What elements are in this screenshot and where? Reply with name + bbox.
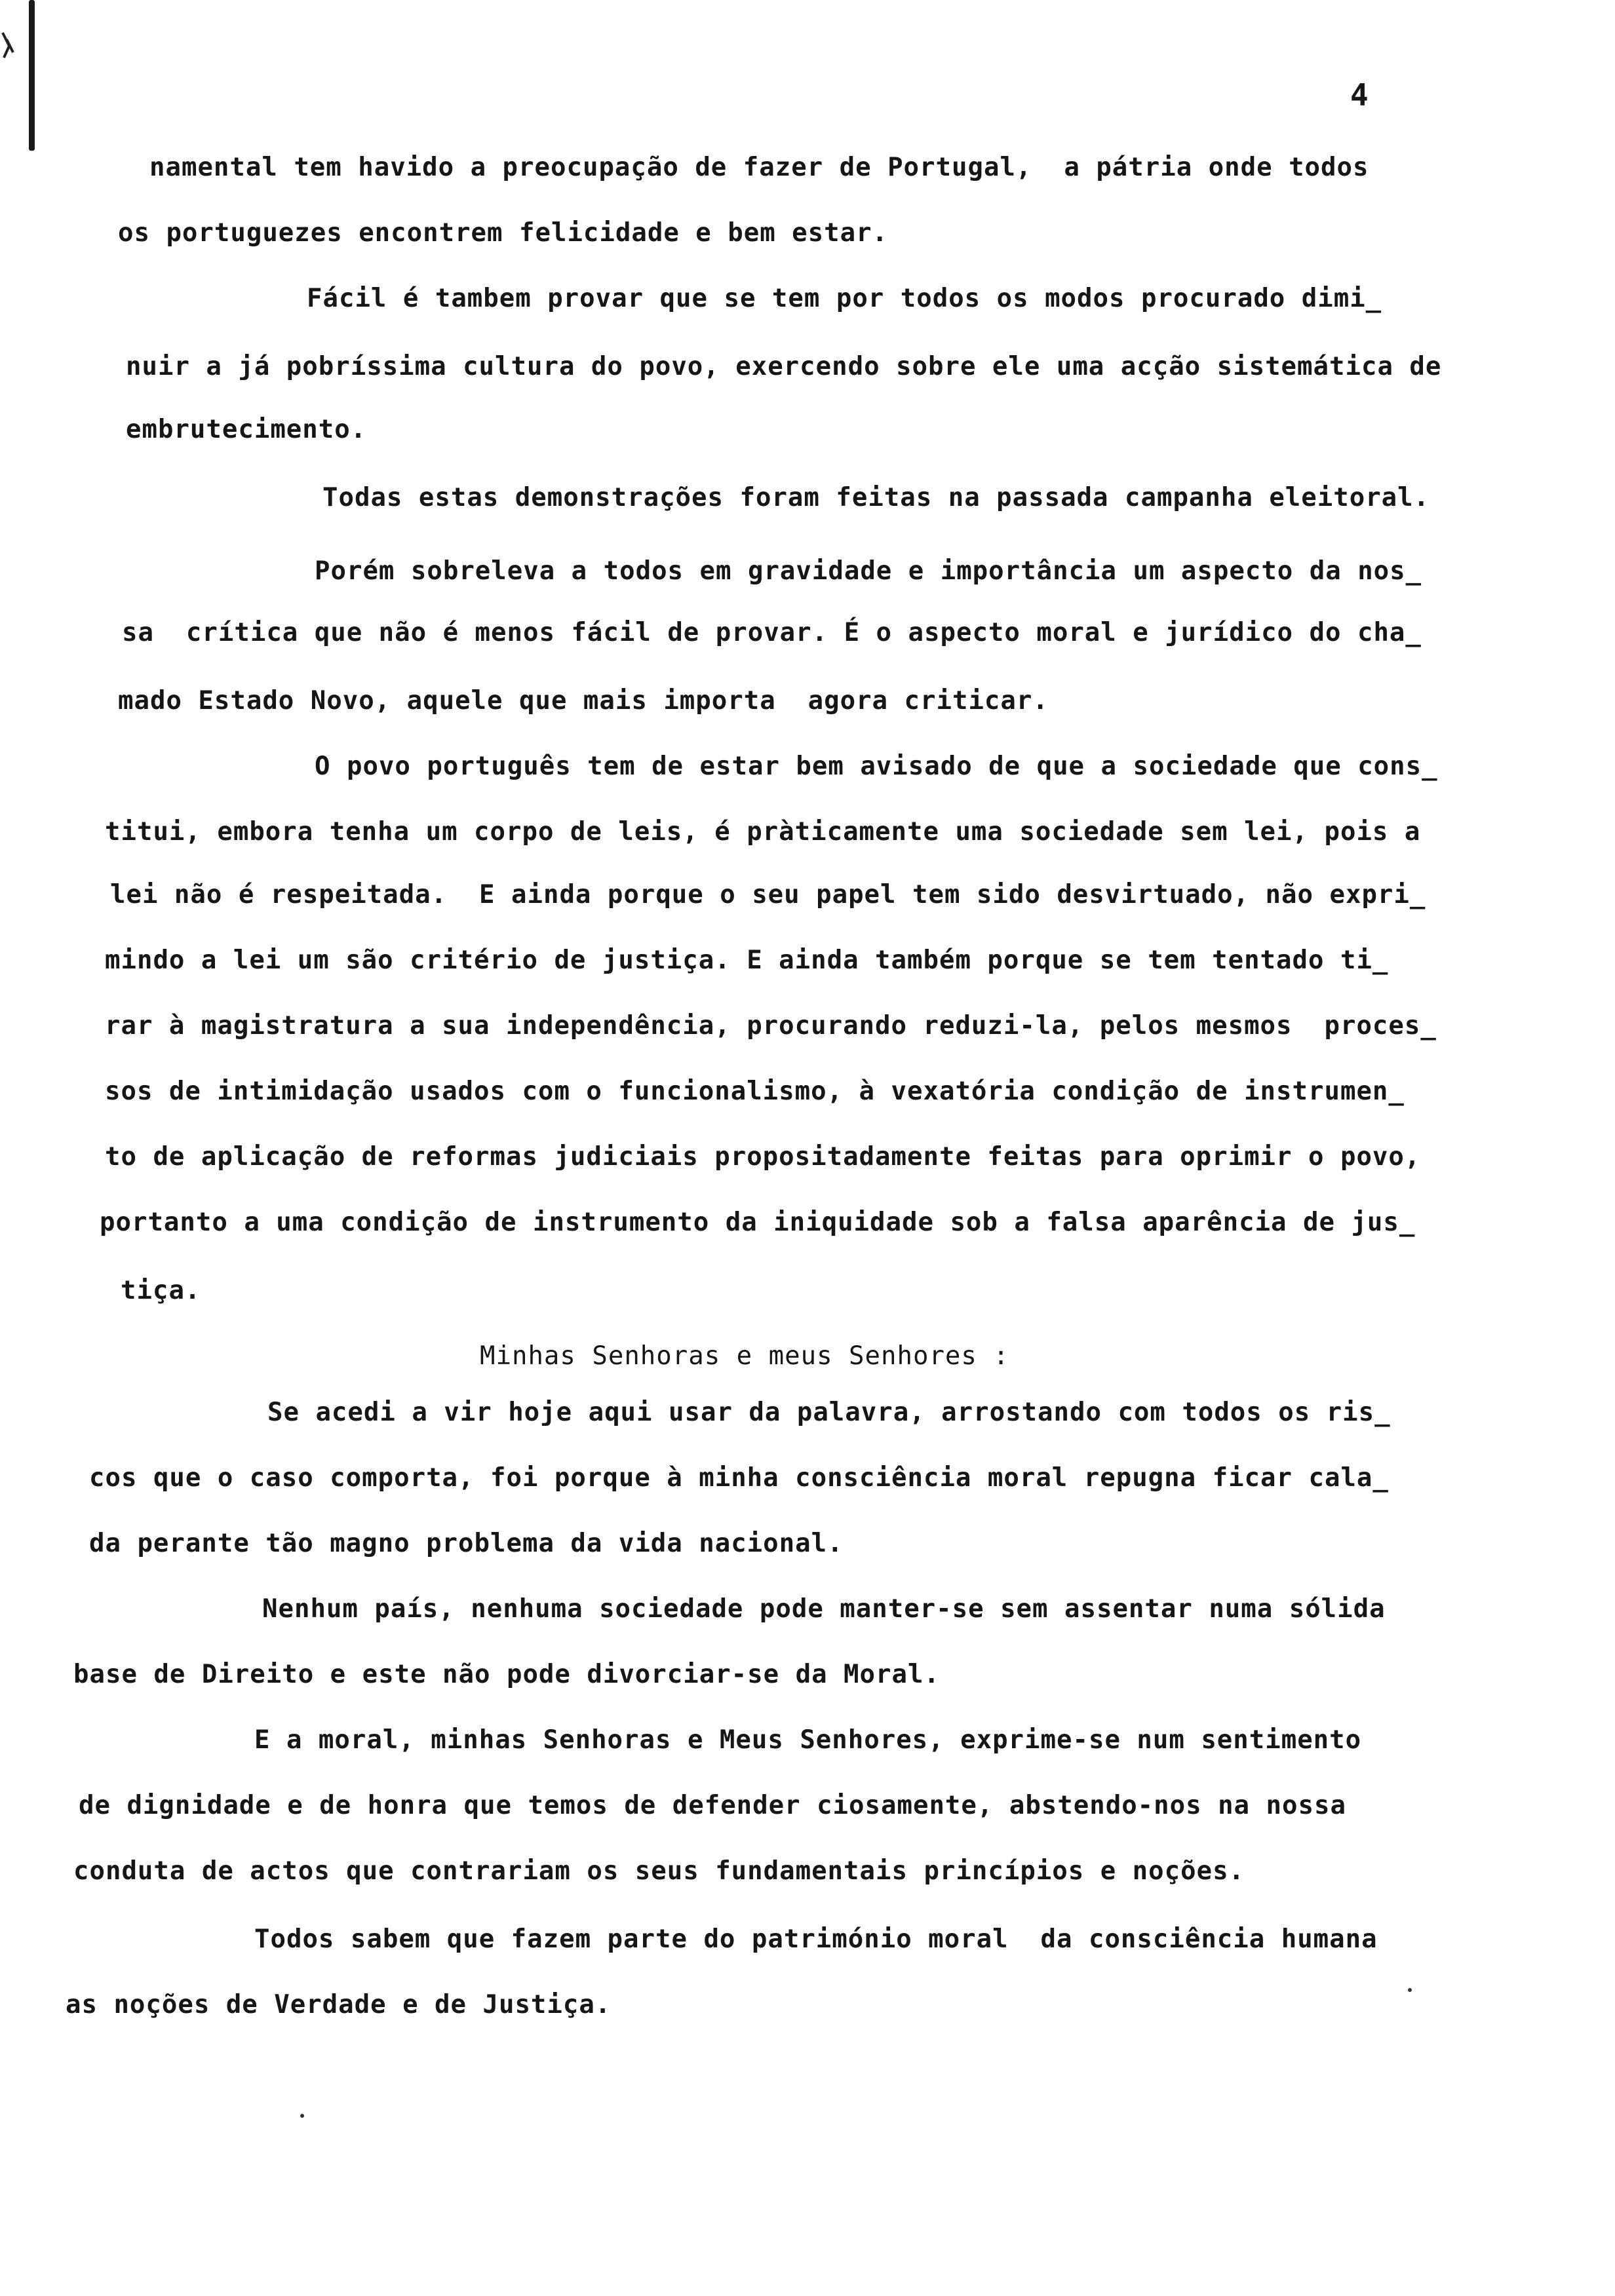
text-line: lei não é respeitada. E ainda porque o seu papel tem sido desvirtuado, não expri_ xyxy=(110,880,1426,909)
text-line: conduta de actos que contrariam os seus fundamentais princípios e noções. xyxy=(73,1856,1245,1886)
text-line: sos de intimidação usados com o funcionalismo, à vexatória condição de instrumen_ xyxy=(105,1077,1405,1106)
text-line: sa crítica que não é menos fácil de provar. É o aspecto moral e jurídico do cha_ xyxy=(122,618,1422,647)
scan-edge-scribble xyxy=(0,26,20,66)
text-line: Fácil é tambem provar que se tem por todos os modos procurado dimi_ xyxy=(307,284,1382,313)
text-line: mado Estado Novo, aquele que mais importa agora criticar. xyxy=(118,686,1049,716)
text-line: rar à magistratura a sua independência, procurando reduzi-la, pelos mesmos proces_ xyxy=(105,1011,1437,1041)
text-line: O povo português tem de estar bem avisado de que a sociedade que cons_ xyxy=(315,752,1438,781)
salutation-heading: Minhas Senhoras e meus Senhores : xyxy=(480,1341,1009,1371)
text-line: Se acedi a vir hoje aqui usar da palavra, arrostando com todos os ris_ xyxy=(267,1398,1391,1427)
scan-edge-mark xyxy=(29,0,35,151)
page-number: 4 xyxy=(1350,77,1369,113)
text-line: os portuguezes encontrem felicidade e bem estar. xyxy=(118,218,889,248)
text-line: namental tem havido a preocupação de fazer de Portugal, a pátria onde todos xyxy=(149,153,1369,182)
text-line: Nenhum país, nenhuma sociedade pode manter-se sem assentar numa sólida xyxy=(262,1594,1386,1624)
text-line: E a moral, minhas Senhoras e Meus Senhores, exprime-se num sentimento xyxy=(254,1725,1362,1755)
text-line: cos que o caso comporta, foi porque à minha consciência moral repugna ficar cala_ xyxy=(89,1463,1389,1493)
text-line: Porém sobreleva a todos em gravidade e importância um aspecto da nos_ xyxy=(315,556,1422,586)
text-line: portanto a uma condição de instrumento da iniquidade sob a falsa aparência de jus_ xyxy=(100,1208,1416,1237)
text-line: da perante tão magno problema da vida nacional. xyxy=(89,1529,844,1558)
text-line: Todas estas demonstrações foram feitas na passada campanha eleitoral. xyxy=(322,483,1430,512)
text-line: to de aplicação de reformas judiciais propositadamente feitas para oprimir o povo, xyxy=(105,1142,1421,1172)
text-line: nuir a já pobríssima cultura do povo, exercendo sobre ele uma acção sistemática de xyxy=(126,352,1442,381)
scan-speck xyxy=(1408,1988,1412,1992)
text-line: mindo a lei um são critério de justiça. E ainda também porque se tem tentado ti_ xyxy=(105,946,1389,975)
text-line: embrutecimento. xyxy=(126,415,367,444)
text-line: as noções de Verdade e de Justiça. xyxy=(66,1990,612,2019)
text-line: de dignidade e de honra que temos de defender ciosamente, abstendo-nos na nossa xyxy=(79,1791,1346,1820)
text-line: titui, embora tenha um corpo de leis, é pràticamente uma sociedade sem lei, pois a xyxy=(105,817,1421,847)
scan-speck xyxy=(300,2114,304,2118)
text-line: Todos sabem que fazem parte do património moral da consciência humana xyxy=(254,1924,1378,1954)
text-line: tiça. xyxy=(121,1276,201,1305)
text-line: base de Direito e este não pode divorciar-se da Moral. xyxy=(73,1660,940,1689)
